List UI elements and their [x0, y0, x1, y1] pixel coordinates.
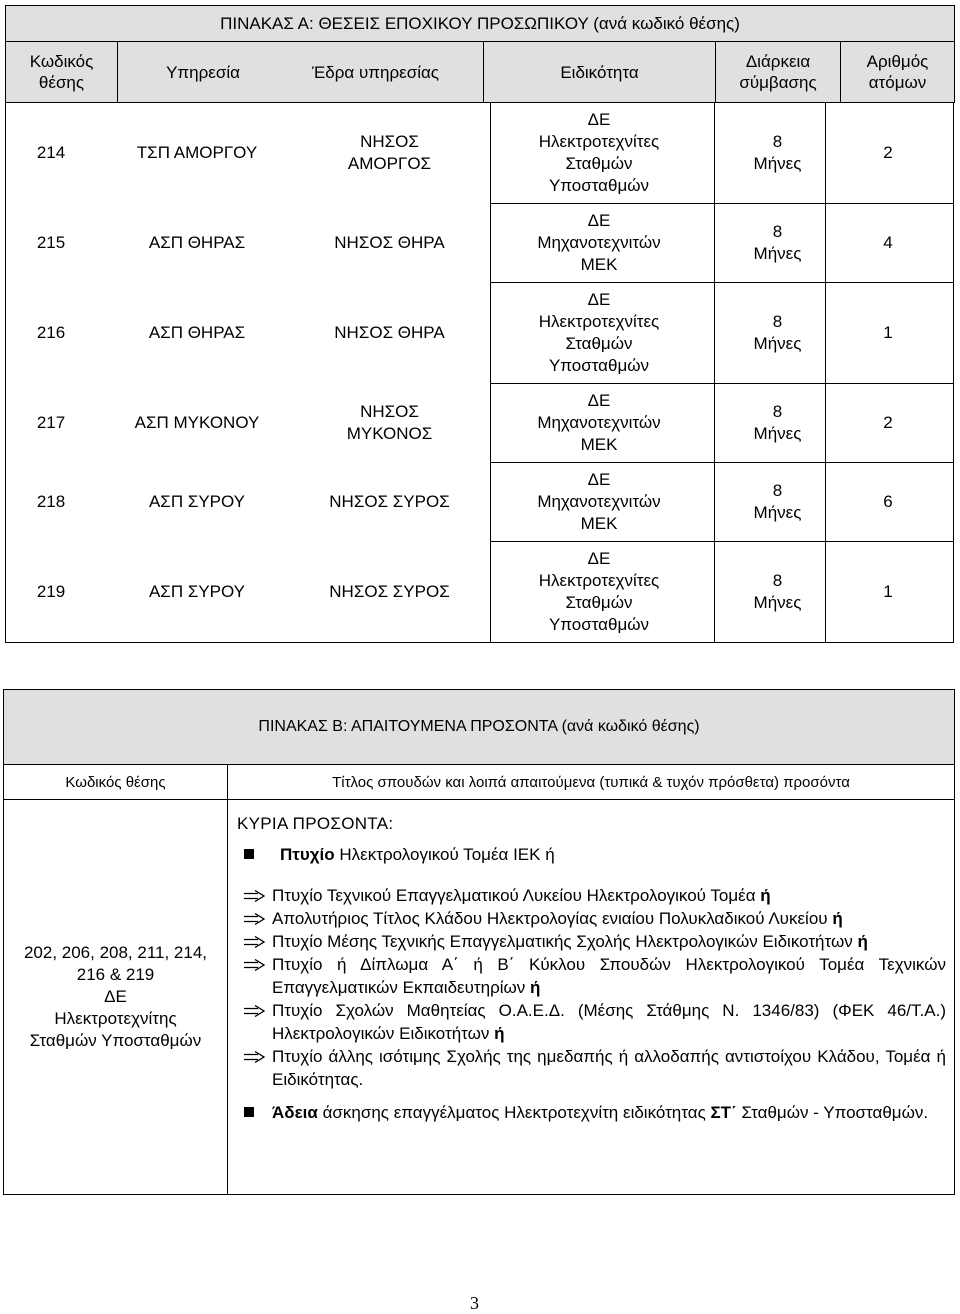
cell-specialty: ΔΕ Ηλεκτροτεχνίτες Σταθμών Υποσταθμών [538, 548, 660, 634]
table-row [5, 383, 954, 462]
row-rule [490, 541, 953, 542]
cell-service: ΑΣΠ ΣΥΡΟΥ [148, 491, 246, 511]
cell-specialty: ΔΕ Μηχανοτεχνιτών ΜΕΚ [537, 469, 661, 533]
row-rule [490, 383, 953, 384]
table-a-rows [5, 102, 954, 643]
cell-service: ΑΣΠ ΘΗΡΑΣ [148, 322, 246, 342]
cell-service: ΑΣΠ ΘΗΡΑΣ [148, 232, 246, 252]
cell-location: ΝΗΣΟΣ ΘΗΡΑ [334, 232, 445, 252]
cell-location: ΝΗΣΟΣ ΣΥΡΟΣ [329, 491, 450, 511]
cell-code: 214 [36, 142, 66, 162]
list-item: Πτυχίο Σχολών Μαθητείας Ο.Α.Ε.Δ. (Μέσης Στάθμης Ν. 1346/83) (ΦΕΚ 46/Τ.Α.) Ηλεκτρολογικών Ειδικοτήτων ή [232, 999, 950, 1045]
cell-service: ΑΣΠ ΜΥΚΟΝΟΥ [134, 412, 260, 432]
main-qualifications-heading: ΚΥΡΙΑ ΠΡΟΣΟΝΤΑ: [237, 814, 394, 833]
header-service-location [118, 42, 484, 103]
list-item: Άδεια άσκησης επαγγέλματος Ηλεκτροτεχνίτη ειδικότητας ΣΤ΄ Σταθμών - Υποσταθμών. [232, 1101, 950, 1124]
list-item: Πτυχίο Τεχνικού Επαγγελματικού Λυκείου Ηλεκτρολογικού Τομέα ή [232, 884, 950, 907]
double-arrow-icon [232, 953, 272, 999]
list-item: Πτυχίο άλλης ισότιμης Σχολής της ημεδαπής ή αλλοδαπής αντιστοίχου Κλάδου, Τομέα ή Ειδικότητας. [232, 1045, 950, 1091]
table-row [5, 462, 954, 541]
table-a [5, 5, 954, 102]
cell-specialty: ΔΕ Μηχανοτεχνιτών ΜΕΚ [537, 390, 661, 454]
list-item: Πτυχίο Μέσης Τεχνικής Επαγγελματικής Σχολής Ηλεκτρολογικών Ειδικοτήτων ή [232, 930, 950, 953]
cell-location: ΝΗΣΟΣ ΣΥΡΟΣ [329, 581, 450, 601]
table-row [5, 282, 954, 383]
cell-count: 2 [883, 412, 893, 432]
header-count: Αριθμός ατόμων [841, 42, 955, 103]
header-qualifications: Τίτλος σπουδών και λοιπά απαιτούμενα (τυπικά & τυχόν πρόσθετα) προσόντα [228, 765, 955, 800]
cell-count: 6 [883, 491, 893, 511]
cell-service: ΑΣΠ ΣΥΡΟΥ [148, 581, 246, 601]
cell-location: ΝΗΣΟΣ ΘΗΡΑ [334, 322, 445, 342]
square-bullet-icon [244, 1107, 254, 1117]
header-service: Υπηρεσία [166, 62, 240, 82]
cell-count: 4 [883, 232, 893, 252]
column-rule [714, 102, 715, 643]
header-code: Κωδικός θέσης [6, 42, 118, 103]
column-rule [953, 102, 954, 643]
double-arrow-icon [232, 999, 272, 1045]
table-a-title: ΠΙΝΑΚΑΣ Α: ΘΕΣΕΙΣ ΕΠΟΧΙΚΟΥ ΠΡΟΣΩΠΙΚΟΥ (ανά κωδικό θέσης) [6, 6, 955, 42]
cell-code: 219 [36, 581, 66, 601]
cell-code: 215 [36, 232, 66, 252]
cell-code: 216 [36, 322, 66, 342]
cell-duration: 8 Μήνες [753, 311, 802, 353]
cell-duration: 8 Μήνες [753, 401, 802, 443]
cell-count: 2 [883, 142, 893, 162]
list-item: Πτυχίο Ηλεκτρολογικού Τομέα ΙΕΚ ή [232, 843, 950, 866]
row-rule [490, 462, 953, 463]
qualifications-cell [228, 800, 955, 1195]
column-rule [5, 102, 6, 643]
list-item: Πτυχίο ή Δίπλωμα Α΄ ή Β΄ Κύκλου Σπουδών Ηλεκτρολογικού Τομέα Τεχνικών Επαγγελματικών Εκπαιδευτηρίων ή [232, 953, 950, 999]
double-arrow-icon [232, 907, 272, 930]
cell-specialty: ΔΕ Ηλεκτροτεχνίτες Σταθμών Υποσταθμών [538, 109, 660, 195]
column-rule [490, 102, 491, 643]
list-item: Απολυτήριος Τίτλος Κλάδου Ηλεκτρολογίας ενιαίου Πολυκλαδικού Λυκείου ή [232, 907, 950, 930]
page-number: 3 [470, 1293, 479, 1313]
cell-count: 1 [883, 322, 893, 342]
row-rule [490, 282, 953, 283]
double-arrow-icon [232, 930, 272, 953]
cell-specialty: ΔΕ Ηλεκτροτεχνίτες Σταθμών Υποσταθμών [538, 289, 660, 375]
column-rule [825, 102, 826, 643]
table-bottom-rule [5, 642, 954, 643]
header-specialty: Ειδικότητα [484, 42, 716, 103]
double-arrow-icon [232, 884, 272, 907]
table-b [3, 689, 955, 1195]
cell-count: 1 [883, 581, 893, 601]
cell-code: 218 [36, 491, 66, 511]
cell-duration: 8 Μήνες [753, 221, 802, 263]
header-code-b: Κωδικός θέσης [4, 765, 228, 800]
row-rule [490, 203, 953, 204]
cell-duration: 8 Μήνες [753, 570, 802, 612]
cell-duration: 8 Μήνες [753, 131, 802, 173]
square-bullet-icon [244, 849, 254, 859]
alternatives-list [232, 884, 950, 1091]
cell-specialty: ΔΕ Μηχανοτεχνιτών ΜΕΚ [537, 210, 661, 274]
header-duration: Διάρκεια σύμβασης [716, 42, 841, 103]
position-codes: 202, 206, 208, 211, 214, 216 & 219 ΔΕ Ηλεκτροτεχνίτης Σταθμών Υποσταθμών [4, 800, 228, 1195]
cell-location: ΝΗΣΟΣ ΑΜΟΡΓΟΣ [347, 131, 432, 173]
table-b-title: ΠΙΝΑΚΑΣ Β: ΑΠΑΙΤΟΥΜΕΝΑ ΠΡΟΣΟΝΤΑ (ανά κωδικό θέσης) [4, 690, 955, 765]
cell-service: ΤΣΠ ΑΜΟΡΓΟΥ [136, 142, 258, 162]
cell-location: ΝΗΣΟΣ ΜΥΚΟΝΟΣ [346, 401, 433, 443]
table-row [5, 541, 954, 642]
double-arrow-icon [232, 1045, 272, 1091]
cell-duration: 8 Μήνες [753, 480, 802, 522]
cell-code: 217 [36, 412, 66, 432]
table-row [5, 102, 954, 203]
header-location: Έδρα υπηρεσίας [311, 62, 440, 82]
table-row [5, 203, 954, 282]
